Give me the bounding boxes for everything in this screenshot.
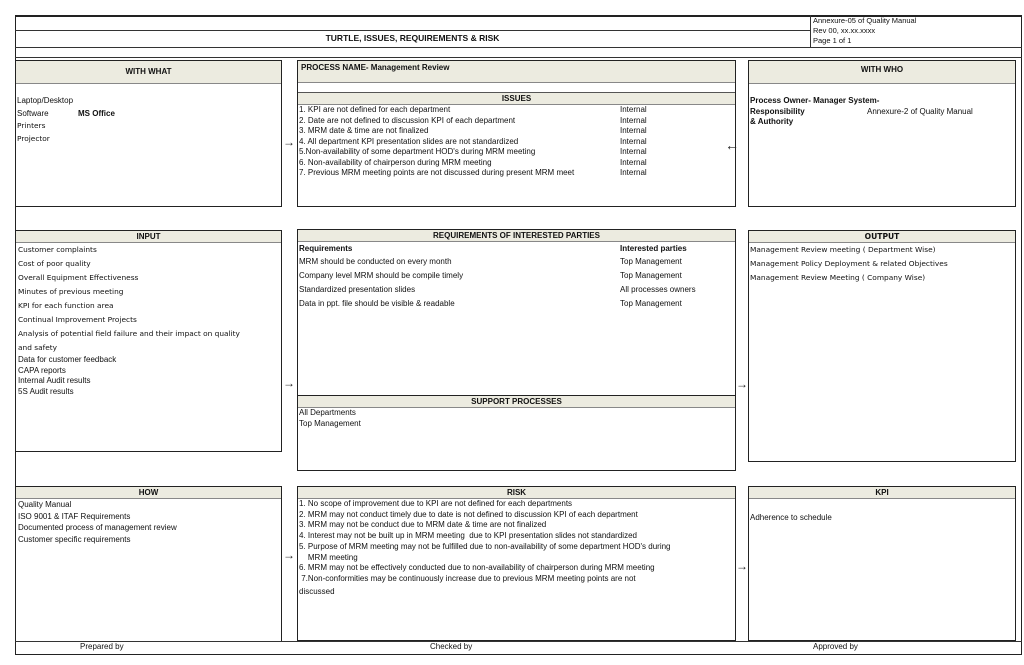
authority-label: & Authority: [750, 117, 794, 126]
arrow-right-icon: →: [736, 377, 748, 391]
process-issues-box: [297, 60, 736, 207]
risk-item: discussed: [299, 586, 335, 596]
requirement-row: [299, 269, 734, 283]
risk-item: 6. MRM may not be effectively conducted due to non-availability of chairperson during MRM meeting: [299, 563, 655, 573]
issue-type: Internal: [620, 115, 647, 125]
approved-by: Approved by: [813, 642, 858, 651]
issue-text: 3. MRM date & time are not finalized: [299, 126, 429, 135]
prepared-by: Prepared by: [80, 642, 124, 651]
requirements-list: [298, 255, 735, 311]
risk-item: 5. Purpose of MRM meeting may not be fulfilled due to non-availability of some department HOD's during: [299, 541, 671, 551]
issue-type: Internal: [620, 168, 647, 177]
interested-party: Top Management: [620, 299, 682, 308]
issue-text: 2. Date are not defined to discussion KPI of each department: [299, 115, 516, 125]
risk-list: [298, 499, 735, 599]
requirements-header: REQUIREMENTS OF INTERESTED PARTIES: [298, 230, 735, 242]
process-owner: Process Owner- Manager System-: [750, 96, 880, 105]
requirement-text: MRM should be conducted on every month: [299, 257, 452, 266]
how-item: Customer specific requirements: [18, 534, 131, 544]
input-item: KPI for each function area: [18, 301, 114, 310]
requirement-row: [299, 283, 734, 297]
input-item: Overall Equipment Effectiveness: [18, 273, 139, 282]
issue-row: [299, 137, 734, 148]
divider: [15, 30, 810, 31]
with-what-item: Software MS Office: [17, 108, 115, 118]
requirements-box: [297, 229, 736, 395]
with-what-box: [15, 60, 282, 207]
with-what-item: Projector: [17, 133, 50, 143]
input-item: Internal Audit results: [18, 376, 91, 385]
output-item: Management Review meeting ( Department Wise): [750, 245, 936, 254]
requirement-text: Standardized presentation slides: [299, 285, 416, 294]
how-item: Quality Manual: [18, 500, 72, 509]
output-item: Management Policy Deployment & related Objectives: [750, 259, 948, 268]
with-who-header: WITH WHO: [749, 61, 1015, 84]
how-item: Documented process of management review: [18, 523, 177, 532]
output-header: OUTPUT: [749, 231, 1015, 243]
issue-row: [299, 158, 734, 169]
how-header: HOW: [16, 487, 281, 499]
arrow-right-icon: →: [283, 135, 295, 149]
divider: [15, 47, 1022, 48]
issue-row: [299, 116, 734, 127]
issue-type: Internal: [620, 136, 647, 146]
divider: [15, 57, 1022, 58]
arrow-right-icon: →: [736, 559, 748, 573]
risk-item: 4. Interest may not be built up in MRM meeting due to KPI presentation slides not standardized: [299, 531, 637, 541]
how-item: ISO 9001 & ITAF Requirements: [18, 511, 131, 521]
requirement-text: Company level MRM should be compile timely: [299, 271, 464, 280]
issue-row: [299, 168, 734, 179]
how-box: [15, 486, 282, 642]
with-what-item: Printers: [17, 121, 46, 130]
issue-text: 5.Non-availability of some department HOD's during MRM meeting: [299, 147, 536, 156]
risk-item: 7.Non-conformities may be continuously increase due to previous MRM meeting points are not: [299, 573, 636, 583]
process-name: PROCESS NAME- Management Review: [298, 61, 735, 83]
requirements-column-header: Requirements: [299, 244, 353, 253]
input-item: Data for customer feedback: [18, 355, 117, 364]
input-item: Continual Improvement Projects: [18, 315, 137, 324]
interested-party: Top Management: [620, 271, 682, 280]
with-what-header: WITH WHAT: [16, 61, 281, 84]
issue-text: 7. Previous MRM meeting points are not discussed during present MRM meet: [299, 168, 575, 177]
support-header: SUPPORT PROCESSES: [298, 396, 735, 408]
requirement-row: [299, 255, 734, 269]
arrow-right-icon: →: [283, 548, 295, 562]
input-item: CAPA reports: [18, 365, 66, 375]
issue-text: 6. Non-availability of chairperson during MRM meeting: [299, 157, 492, 167]
support-item: All Departments: [299, 408, 356, 417]
issue-type: Internal: [620, 105, 647, 114]
arrow-left-icon: ←: [725, 137, 739, 153]
divider: [15, 641, 1022, 642]
with-what-item: Laptop/Desktop: [17, 96, 74, 105]
risk-header: RISK: [298, 487, 735, 499]
input-item: Minutes of previous meeting: [18, 287, 124, 296]
issue-type: Internal: [620, 157, 647, 167]
divider: [810, 15, 811, 47]
risk-item: 3. MRM may not be conduct due to MRM date & time are not finalized: [299, 520, 547, 530]
risk-item: 2. MRM may not conduct timely due to date is not defined to discussion KPI of each department: [299, 509, 638, 519]
revision: Rev 00, xx.xx.xxxx: [813, 26, 876, 35]
output-box: [748, 230, 1016, 462]
input-item: Analysis of potential field failure and their impact on quality: [18, 329, 240, 338]
input-item: 5S Audit results: [18, 386, 74, 396]
support-item: Top Management: [299, 418, 361, 428]
input-box: [15, 230, 282, 452]
with-who-box: [748, 60, 1016, 207]
requirement-row: [299, 297, 734, 311]
document-title: TURTLE, ISSUES, REQUIREMENTS & RISK: [325, 33, 500, 43]
input-item: Customer complaints: [18, 245, 97, 254]
issues-header: ISSUES: [298, 93, 735, 105]
responsibility-label: Responsibility: [750, 106, 805, 116]
risk-item: 1. No scope of improvement due to KPI are not defined for each departments: [299, 499, 573, 508]
kpi-box: [748, 486, 1016, 641]
requirement-text: Data in ppt. file should be visible & readable: [299, 299, 455, 308]
input-item: Cost of poor quality: [18, 259, 91, 268]
issue-row: [299, 126, 734, 137]
issue-type: Internal: [620, 147, 647, 156]
issue-text: 4. All department KPI presentation slides are not standardized: [299, 136, 519, 146]
support-box: [297, 395, 736, 471]
page-number: Page 1 of 1: [813, 36, 852, 45]
input-list: [16, 243, 281, 397]
issue-row: [299, 105, 734, 116]
input-header: INPUT: [16, 231, 281, 243]
checked-by: Checked by: [430, 642, 473, 651]
kpi-item: Adherence to schedule: [750, 513, 832, 522]
output-item: Management Review Meeting ( Company Wise): [750, 273, 926, 282]
risk-item: MRM meeting: [299, 552, 358, 562]
interested-party: Top Management: [620, 257, 682, 266]
input-item: and safety: [18, 343, 58, 352]
issue-row: [299, 147, 734, 158]
issues-list: [298, 105, 735, 179]
issue-text: 1. KPI are not defined for each department: [299, 105, 451, 114]
interested-party: All processes owners: [620, 285, 696, 294]
parties-column-header: Interested parties: [620, 244, 687, 253]
arrow-right-icon: →: [283, 376, 295, 390]
kpi-header: KPI: [749, 487, 1015, 499]
responsibility-ref: Annexure-2 of Quality Manual: [867, 106, 973, 116]
issue-type: Internal: [620, 126, 647, 135]
risk-box: [297, 486, 736, 641]
annexure-ref: Annexure-05 of Quality Manual: [813, 16, 917, 25]
